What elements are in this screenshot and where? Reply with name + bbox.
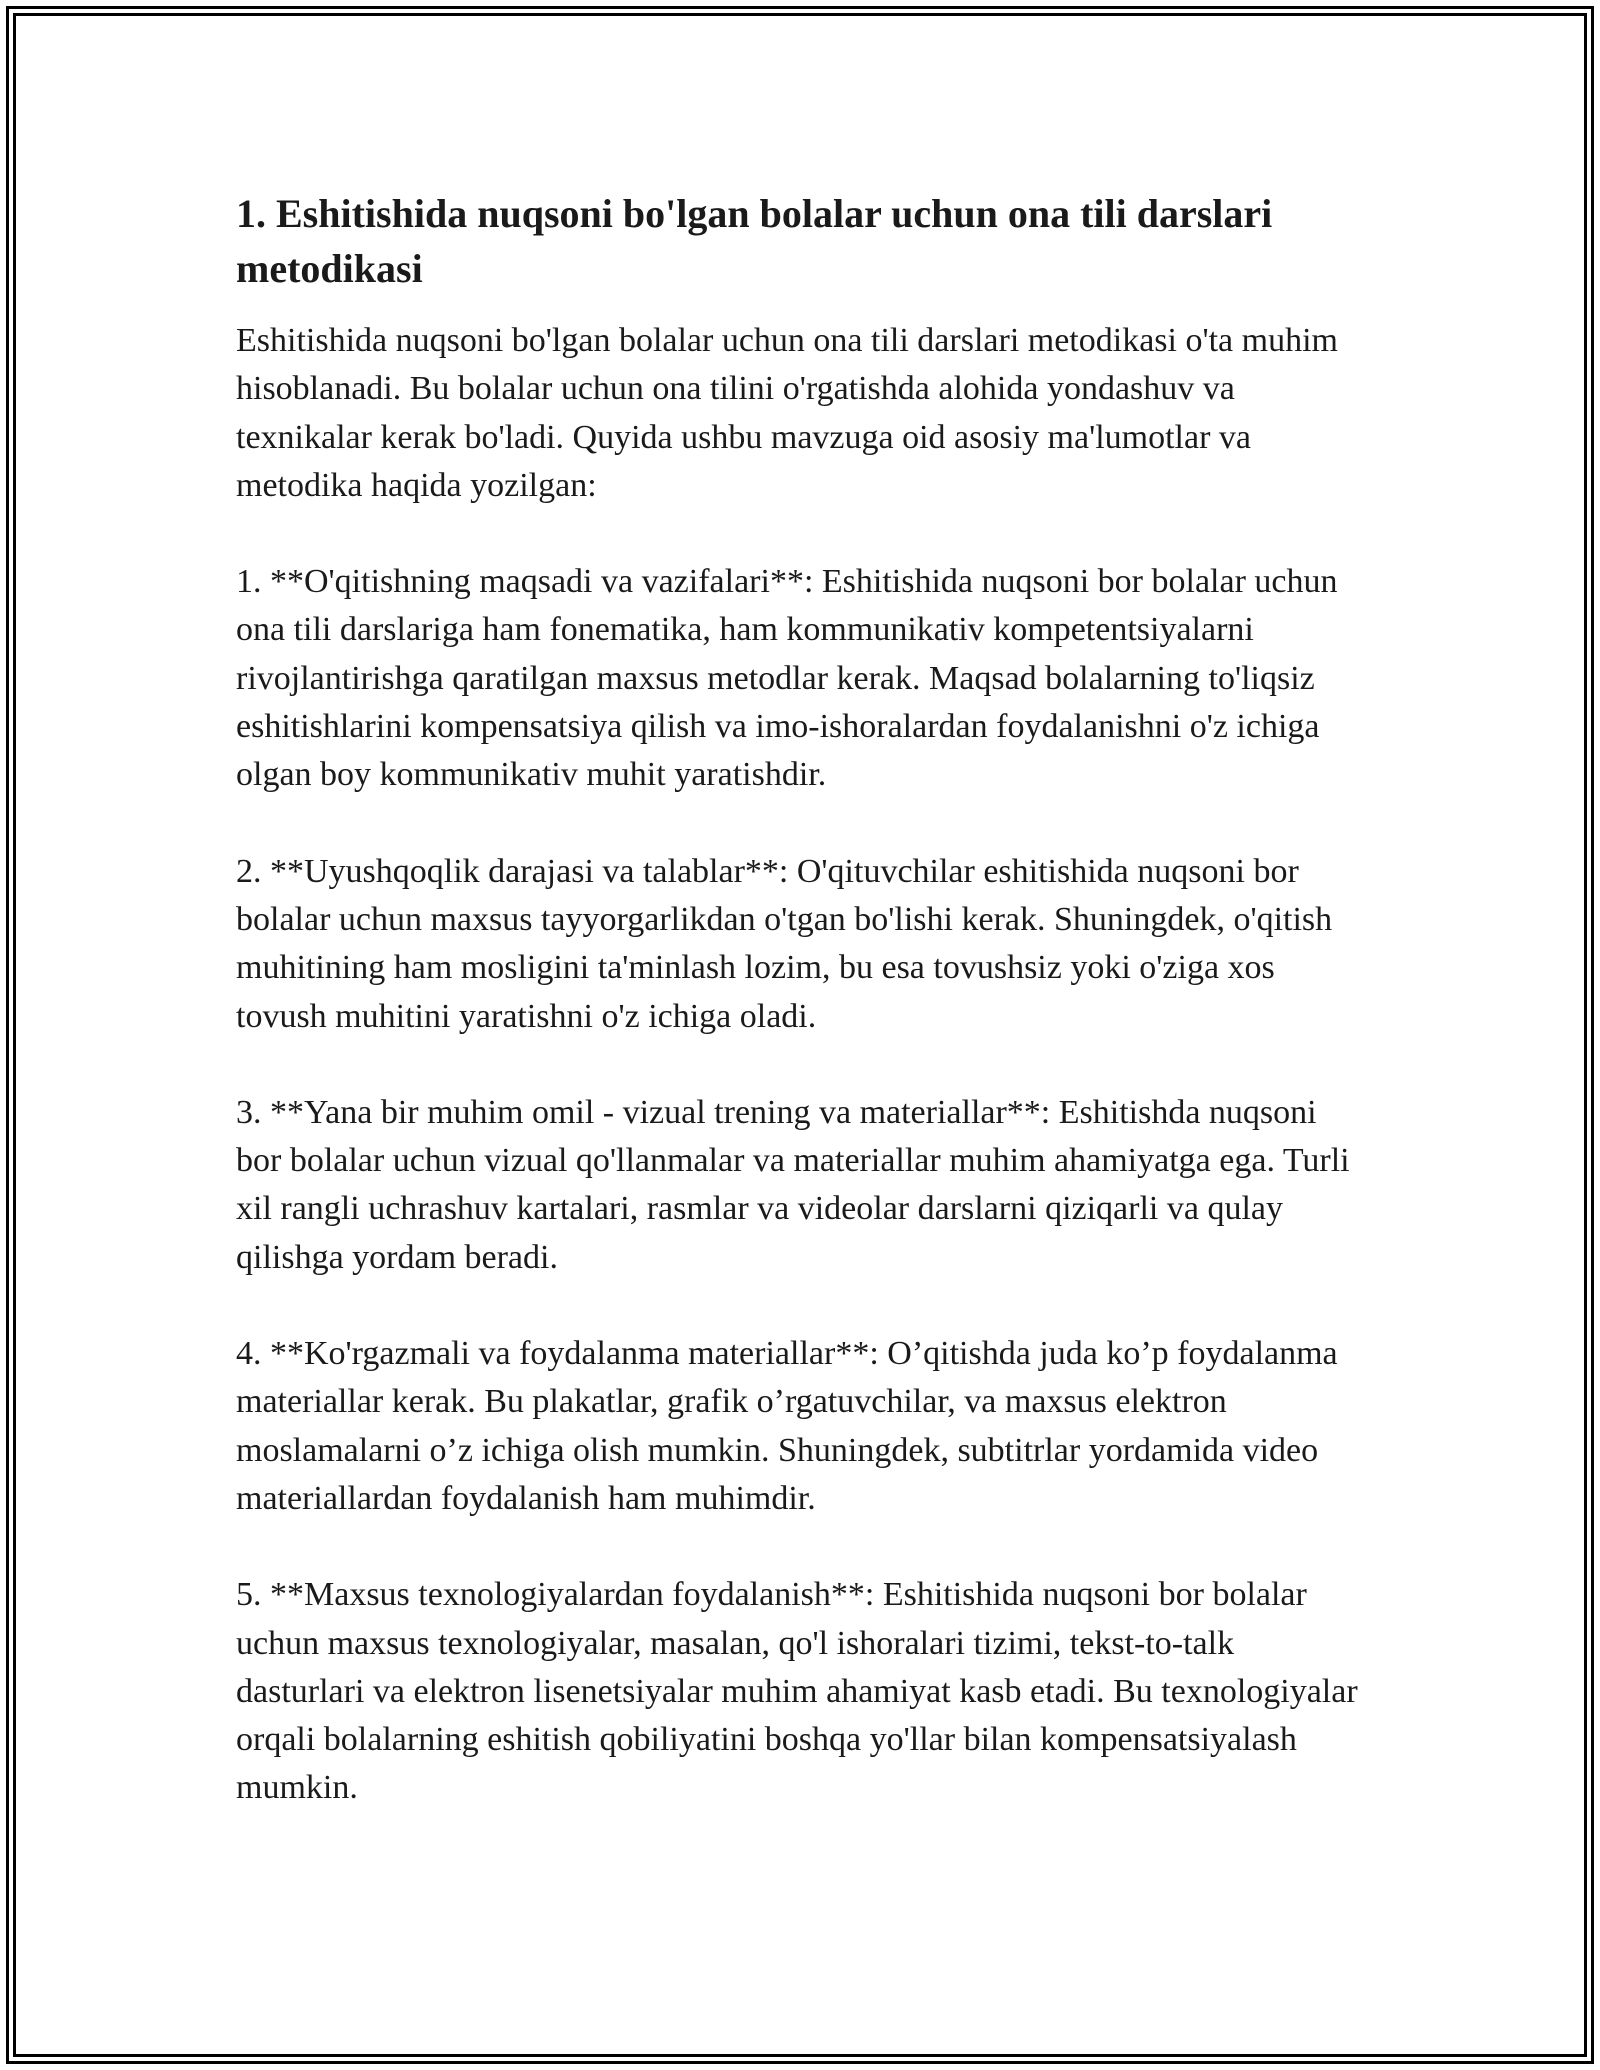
intro-paragraph: Eshitishida nuqsoni bo'lgan bolalar uchun ona tili darslari metodikasi o'ta muhim hisoblanadi. Bu bolalar uchun ona tilini o'rgatishda alohida yondashuv va texnikalar kerak bo'ladi. Quyida ushbu mavzuga oid asosiy ma'lumotlar va metodika haqida yozilgan:: [236, 322, 1338, 504]
list-item-3: 3. **Yana bir muhim omil - vizual trening va materiallar**: Eshitishda nuqsoni bor bolalar uchun vizual qo'llanmalar va materiallar muhim ahamiyatga ega. Turli xil rangli uchrashuv kartalari, rasmlar va videolar darslarni qiziqarli va qulay qilishga yordam beradi.: [236, 1093, 1350, 1276]
list-item-2: 2. **Uyushqoqlik darajasi va talablar**: O'qituvchilar eshitishida nuqsoni bor bolalar uchun maxsus tayyorgarlikdan o'tgan bo'lishi kerak. Shuningdek, o'qitish muhitining ham mosligini ta'minlash lozim, bu esa tovushsiz yoki o'ziga xos tovush muhitini yaratishni o'z ichiga oladi.: [236, 852, 1333, 1035]
list-item-5: 5. **Maxsus texnologiyalardan foydalanish**: Eshitishida nuqsoni bor bolalar uchun maxsus texnologiyalar, masalan, qo'l ishoralari tizimi, tekst-to-talk dasturlari va elektron lisenetsiyalar muhim ahamiyat kasb etadi. Bu texnologiyalar orqali bolalarning eshitish qobiliyatini boshqa yo'llar bilan kompensatsiyalash mumkin.: [236, 1576, 1358, 1807]
document-body: [236, 186, 1366, 1813]
list-item-4: 4. **Ko'rgazmali va foydalanma materiallar**: O’qitishda juda ko’p foydalanma materiallar kerak. Bu plakatlar, grafik o’rgatuvchilar, va maxsus elektron moslamalarni o’z ichiga olish mumkin. Shuningdek, subtitrlar yordamida video materiallardan foydalanish ham muhimdir.: [236, 1335, 1338, 1517]
document-title: 1. Eshitishida nuqsoni bo'lgan bolalar uchun ona tili darslari metodikasi: [236, 191, 1273, 291]
list-item-1: 1. **O'qitishning maqsadi va vazifalari**: Eshitishida nuqsoni bor bolalar uchun ona tili darslariga ham fonematika, ham kommunikativ kompetentsiyalarni rivojlantirishga qaratilgan maxsus metodlar kerak. Maqsad bolalarning to'liqsiz eshitishlarini kompensatsiya qilish va imo-ishoralardan foydalanishni o'z ichiga olgan boy kommunikativ muhit yaratishdir.: [236, 563, 1338, 794]
